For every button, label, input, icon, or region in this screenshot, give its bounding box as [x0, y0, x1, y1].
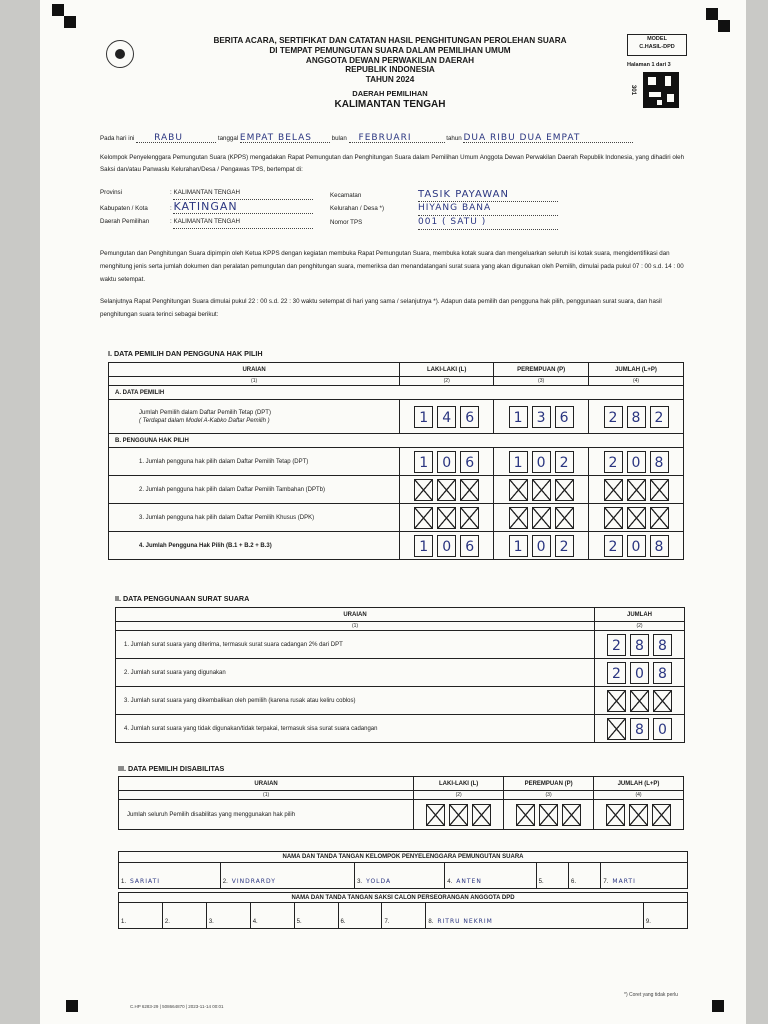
- digit-box: 2: [607, 634, 626, 656]
- row-label: 4. Jumlah surat suara yang tidak digunakan/tidak terpakai, termasuk sisa surat suara cadangan: [116, 715, 595, 743]
- crossed-box: [437, 479, 456, 501]
- section-1-title: I. DATA PEMILIH DAN PENGGUNA HAK PILIH: [108, 349, 263, 358]
- digit-box: 2: [604, 406, 623, 428]
- header-line: DI TEMPAT PEMUNGUTAN SUARA DALAM PEMILIHAN UMUM: [269, 45, 511, 55]
- registration-mark-top-left: [52, 4, 64, 16]
- digit-box: 8: [653, 634, 672, 656]
- signature-cell: [382, 903, 426, 929]
- signature-cell: [119, 903, 163, 929]
- crossed-box: [472, 804, 491, 826]
- s1-sub-4: (4): [589, 377, 684, 386]
- signature-cell: [536, 863, 568, 889]
- tps-value: 001 ( SATU ): [418, 216, 558, 230]
- saksi-title: NAMA DAN TANDA TANGAN SAKSI CALON PERSEORANGAN ANGGOTA DPD: [119, 893, 688, 903]
- value-cell: [400, 476, 494, 504]
- row-label: 2. Jumlah pengguna hak pilih dalam Daftar Pemilih Tambahan (DPTb): [109, 476, 400, 504]
- hari-label: Pada hari ini: [100, 135, 135, 142]
- crossed-box: [652, 804, 671, 826]
- s3-header-perempuan: PEREMPUAN (P): [504, 777, 594, 791]
- value-cell: [494, 504, 589, 532]
- provinsi-label: Provinsi: [100, 189, 123, 196]
- crossed-box: [516, 804, 535, 826]
- table-row: [116, 659, 685, 687]
- dapil-label: DAERAH PEMILIHAN: [352, 88, 428, 98]
- digit-box: 0: [627, 451, 646, 473]
- model-box: [627, 34, 687, 56]
- crossed-box: [539, 804, 558, 826]
- crossed-box: [630, 690, 649, 712]
- crossed-box: [426, 804, 445, 826]
- digit-box: 1: [509, 451, 528, 473]
- kabupaten-value: KATINGAN: [173, 200, 313, 214]
- signature-cell: [294, 903, 338, 929]
- value-cell: [595, 659, 685, 687]
- signature-name: VINDRARDY: [231, 878, 276, 885]
- dpt-perempuan-boxes: [494, 406, 588, 428]
- digit-box: 0: [437, 451, 456, 473]
- crossed-box: [627, 507, 646, 529]
- table-row: [109, 476, 684, 504]
- kecamatan-value: TASIK PAYAWAN: [418, 188, 558, 202]
- s1-header-laki: LAKI-LAKI (L): [400, 363, 494, 377]
- digit-box: 6: [460, 535, 479, 557]
- footer-note: *) Coret yang tidak perlu: [624, 992, 678, 998]
- value-cell: [589, 532, 684, 560]
- crossed-box: [555, 479, 574, 501]
- row-label: 1. Jumlah surat suara yang diterima, termasuk surat suara cadangan 2% dari DPT: [116, 631, 595, 659]
- s2-sub-1: (1): [116, 622, 595, 631]
- value-cell: [494, 532, 589, 560]
- page-info: Halaman 1 dari 3: [627, 62, 671, 68]
- dapil-field-label: Daerah Pemilihan: [100, 218, 150, 225]
- crossed-box: [509, 479, 528, 501]
- s1-sub-3: (3): [494, 377, 589, 386]
- row-dpt-label: [109, 400, 400, 434]
- signature-cell: [162, 903, 206, 929]
- location-right: [330, 188, 590, 230]
- crossed-box: [414, 507, 433, 529]
- dpt-laki-boxes: [400, 406, 493, 428]
- digit-box: 8: [650, 451, 669, 473]
- digit-box: 1: [509, 535, 528, 557]
- kelurahan-label: Kelurahan / Desa *): [330, 205, 384, 212]
- crossed-box: [460, 507, 479, 529]
- row-label: 3. Jumlah pengguna hak pilih dalam Daftar Pemilih Khusus (DPK): [109, 504, 400, 532]
- digit-group: [595, 634, 684, 656]
- tahun-value: DUA RIBU DUA EMPAT: [463, 134, 633, 143]
- signature-number: 2.: [222, 879, 228, 885]
- location-left: Provinsi : KALIMANTAN TENGAH Kabupaten / Kota : KATINGAN Daerah Pemilihan : KALIMANTAN TENGAH: [100, 186, 330, 229]
- qr-number: 301: [630, 84, 638, 96]
- registration-mark-bottom-right: [712, 1000, 724, 1012]
- value-cell: [595, 687, 685, 715]
- signature-number: 4.: [252, 919, 258, 925]
- s3-sub-1: (1): [119, 791, 414, 800]
- digit-group: [494, 535, 588, 557]
- table-row: [116, 687, 685, 715]
- digit-group: [589, 535, 683, 557]
- digit-group: [589, 451, 683, 473]
- signature-cell: [601, 863, 688, 889]
- provinsi-value: KALIMANTAN TENGAH: [173, 186, 313, 200]
- row-label: 3. Jumlah surat suara yang dikembalikan oleh pemilih (karena rusak atau keliru coblos): [116, 687, 595, 715]
- kpu-logo: [106, 40, 134, 68]
- digit-group: [400, 535, 493, 557]
- group-a-label: A. DATA PEMILIH: [109, 386, 684, 400]
- signature-number: 5.: [296, 919, 302, 925]
- signature-cell: [119, 863, 221, 889]
- row-label: 4. Jumlah Pengguna Hak Pilih (B.1 + B.2 + B.3): [109, 532, 400, 560]
- crossed-box: [650, 479, 669, 501]
- dpt-jumlah-boxes: [589, 406, 683, 428]
- digit-group: [494, 479, 588, 501]
- signature-name: SARIATI: [130, 878, 161, 885]
- header-line: REPUBLIK INDONESIA: [345, 65, 435, 75]
- crossed-box: [604, 507, 623, 529]
- value-cell: [494, 476, 589, 504]
- s3-header-jumlah: JUMLAH (L+P): [594, 777, 684, 791]
- value-cell: [400, 532, 494, 560]
- digit-box: 8: [653, 662, 672, 684]
- digit-box: 1: [414, 535, 433, 557]
- paragraph-2: Selanjutnya Rapat Penghitungan Suara dimulai pukul 22 : 00 s.d. 22 : 30 waktu setempat di hari yang sama / selanjutnya *). Adapun data pemilih dan pengguna hak pilih, penggunaan surat suara, dan hasil penghitungan suara terinci sebagai berikut:: [100, 298, 662, 318]
- row-label: 2. Jumlah surat suara yang digunakan: [116, 659, 595, 687]
- signature-cell: [445, 863, 536, 889]
- signature-cell: [643, 903, 687, 929]
- disabilitas-jumlah-boxes: [594, 804, 683, 826]
- digit-box: 2: [604, 451, 623, 473]
- value-cell: [589, 448, 684, 476]
- signature-cell: [250, 903, 294, 929]
- paragraph-1: Pemungutan dan Penghitungan Suara dipimpin oleh Ketua KPPS dengan kegiatan membuka Rapat Pemungutan Suara, membuka kotak suara dan mengeluarkan seluruh isi kotak suara, mengidentifikasi dan menghitung jenis serta jumlah dokumen dan peralatan pemungutan dan penghitungan suara, memeriksa dan menandatangani surat suara yang akan digunakan oleh Pemilih, dimulai pada pukul 07 : 00 s.d. 14 : 00 waktu setempat.: [100, 250, 684, 283]
- digit-box: 6: [460, 451, 479, 473]
- saksi-signature-table: [118, 892, 688, 929]
- signature-number: 5.: [538, 879, 544, 885]
- digit-box: 2: [604, 535, 623, 557]
- date-line: [100, 134, 685, 143]
- s3-sub-2: (2): [414, 791, 504, 800]
- kecamatan-label: Kecamatan: [330, 192, 362, 199]
- digit-group: [400, 451, 493, 473]
- header-line: TAHUN 2024: [365, 75, 415, 85]
- bulan-value: FEBRUARI: [349, 134, 445, 143]
- crossed-box: [629, 804, 648, 826]
- document-header: [190, 36, 590, 111]
- crossed-box: [414, 479, 433, 501]
- table-row: [109, 504, 684, 532]
- signature-number: 3.: [208, 919, 214, 925]
- digit-group: [589, 479, 683, 501]
- digit-box: 0: [630, 662, 649, 684]
- kelurahan-value: HIYANG BANA: [418, 202, 558, 216]
- registration-mark-top-right: [706, 8, 718, 20]
- digit-group: [494, 507, 588, 529]
- signature-cell: [338, 903, 382, 929]
- kpps-signature-table: [118, 851, 688, 889]
- signature-cell: [355, 863, 445, 889]
- signature-cell: [426, 903, 644, 929]
- row-label: 1. Jumlah pengguna hak pilih dalam Daftar Pemilih Tetap (DPT): [109, 448, 400, 476]
- s2-header-uraian: URAIAN: [116, 608, 595, 622]
- crossed-box: [532, 479, 551, 501]
- signature-number: 4.: [447, 879, 453, 885]
- row-dpt-line1: Jumlah Pemilih dalam Daftar Pemilih Tetap (DPT): [139, 409, 271, 416]
- signature-number: 3.: [357, 879, 363, 885]
- crossed-box: [449, 804, 468, 826]
- kabupaten-label: Kabupaten / Kota: [100, 205, 148, 212]
- signature-number: 1.: [121, 879, 127, 885]
- crossed-box: [604, 479, 623, 501]
- footer-code: C.HP 6283-29 | 508664870 | 2023-11-14 00:01: [130, 1004, 224, 1009]
- disabilitas-laki-boxes: [414, 804, 503, 826]
- digit-group: [400, 479, 493, 501]
- section-2-table: [115, 607, 685, 743]
- s1-header-jumlah: JUMLAH (L+P): [589, 363, 684, 377]
- section-3-title: III. DATA PEMILIH DISABILITAS: [118, 764, 225, 773]
- s3-sub-4: (4): [594, 791, 684, 800]
- digit-box: 1: [509, 406, 528, 428]
- s1-sub-1: (1): [109, 377, 400, 386]
- signature-name: RITRU NEKRIM: [437, 918, 493, 925]
- crossed-box: [653, 690, 672, 712]
- s1-sub-2: (2): [400, 377, 494, 386]
- section-1-table: [108, 362, 684, 560]
- s1-header-uraian: URAIAN: [109, 363, 400, 377]
- table-row: [109, 532, 684, 560]
- digit-box: 8: [627, 406, 646, 428]
- digit-box: 6: [555, 406, 574, 428]
- s1-header-perempuan: PEREMPUAN (P): [494, 363, 589, 377]
- row-dpt-line2: ( Terdapat dalam Model A-Kabko Daftar Pemilih ): [139, 417, 270, 424]
- crossed-box: [607, 718, 626, 740]
- signature-cell: [220, 863, 354, 889]
- digit-box: 4: [437, 406, 456, 428]
- s2-sub-2: (2): [595, 622, 685, 631]
- value-cell: [400, 448, 494, 476]
- digit-group: [595, 718, 684, 740]
- digit-box: 0: [653, 718, 672, 740]
- digit-box: 2: [555, 535, 574, 557]
- table-row: [116, 715, 685, 743]
- crossed-box: [532, 507, 551, 529]
- digit-box: 2: [555, 451, 574, 473]
- value-cell: [589, 504, 684, 532]
- crossed-box: [650, 507, 669, 529]
- section-2-title: II. DATA PENGGUNAAN SURAT SUARA: [115, 594, 250, 603]
- disabilitas-perempuan-boxes: [504, 804, 593, 826]
- value-cell: [400, 504, 494, 532]
- signature-number: 8.: [428, 919, 434, 925]
- signature-number: 6.: [571, 879, 577, 885]
- header-line: BERITA ACARA, SERTIFIKAT DAN CATATAN HASIL PENGHITUNGAN PEROLEHAN SUARA: [213, 36, 567, 45]
- group-b-label: B. PENGGUNA HAK PILIH: [109, 434, 684, 448]
- value-cell: [595, 715, 685, 743]
- table-row: [109, 448, 684, 476]
- header-line: ANGGOTA DEWAN PERWAKILAN DAERAH: [305, 55, 475, 65]
- signature-cell: [569, 863, 601, 889]
- digit-box: 1: [414, 451, 433, 473]
- registration-mark-top-right-2: [718, 20, 730, 32]
- tahun-label: tahun: [446, 135, 462, 142]
- section-3-table: [118, 776, 684, 830]
- digit-box: 8: [650, 535, 669, 557]
- digit-box: 8: [630, 718, 649, 740]
- model-title: MODEL: [647, 36, 667, 42]
- digit-box: 0: [532, 535, 551, 557]
- value-cell: [589, 476, 684, 504]
- crossed-box: [460, 479, 479, 501]
- s3-header-uraian: URAIAN: [119, 777, 414, 791]
- intro-paragraph: Kelompok Penyelenggara Pemungutan Suara (KPPS) mengadakan Rapat Pemungutan dan Penghitungan Suara dalam Pemilihan Umum Anggota Dewan Perwakilan Daerah Republik Indonesia, yang dihadiri oleh Saksi dan/atau Panwaslu Kelurahan/Desa / Pengawas TPS, bertempat di:: [100, 154, 685, 173]
- digit-group: [595, 690, 684, 712]
- value-cell: [595, 631, 685, 659]
- crossed-box: [606, 804, 625, 826]
- disabilitas-row-label: Jumlah seluruh Pemilih disabilitas yang menggunakan hak pilih: [119, 800, 414, 830]
- model-code: C.HASIL-DPD: [639, 44, 675, 50]
- signature-number: 9.: [645, 919, 651, 925]
- digit-box: 2: [607, 662, 626, 684]
- table-row: [116, 631, 685, 659]
- signature-name: YOLDA: [366, 878, 392, 885]
- crossed-box: [437, 507, 456, 529]
- signature-number: 7.: [384, 919, 390, 925]
- bulan-label: bulan: [331, 135, 347, 142]
- crossed-box: [607, 690, 626, 712]
- tanggal-value: EMPAT BELAS: [240, 134, 330, 143]
- signature-name: ANTEN: [456, 878, 482, 885]
- signature-cell: [206, 903, 250, 929]
- registration-mark-top-left-2: [64, 16, 76, 28]
- digit-group: [589, 507, 683, 529]
- digit-box: 8: [630, 634, 649, 656]
- kpps-title: NAMA DAN TANDA TANGAN KELOMPOK PENYELENGGARA PEMUNGUTAN SUARA: [119, 852, 688, 863]
- digit-box: 3: [532, 406, 551, 428]
- dapil-field-value: KALIMANTAN TENGAH: [173, 215, 313, 229]
- digit-box: 0: [627, 535, 646, 557]
- s3-header-laki: LAKI-LAKI (L): [414, 777, 504, 791]
- digit-group: [400, 507, 493, 529]
- s3-sub-3: (3): [504, 791, 594, 800]
- crossed-box: [555, 507, 574, 529]
- digit-box: 2: [650, 406, 669, 428]
- signature-number: 6.: [340, 919, 346, 925]
- registration-mark-bottom-left: [66, 1000, 78, 1012]
- crossed-box: [509, 507, 528, 529]
- digit-box: 6: [460, 406, 479, 428]
- digit-box: 0: [437, 535, 456, 557]
- digit-box: 1: [414, 406, 433, 428]
- digit-box: 0: [532, 451, 551, 473]
- qr-code: [643, 72, 679, 108]
- signature-name: MARTI: [612, 878, 636, 885]
- tanggal-label: tanggal: [217, 135, 239, 142]
- signature-number: 1.: [121, 919, 127, 925]
- crossed-box: [627, 479, 646, 501]
- digit-group: [595, 662, 684, 684]
- value-cell: [494, 448, 589, 476]
- hari-value: RABU: [136, 134, 216, 143]
- signature-number: 7.: [603, 879, 609, 885]
- crossed-box: [562, 804, 581, 826]
- s2-header-jumlah: JUMLAH: [595, 608, 685, 622]
- signature-number: 2.: [164, 919, 170, 925]
- tps-label: Nomor TPS: [330, 219, 363, 226]
- digit-group: [494, 451, 588, 473]
- dapil-name: KALIMANTAN TENGAH: [334, 98, 446, 110]
